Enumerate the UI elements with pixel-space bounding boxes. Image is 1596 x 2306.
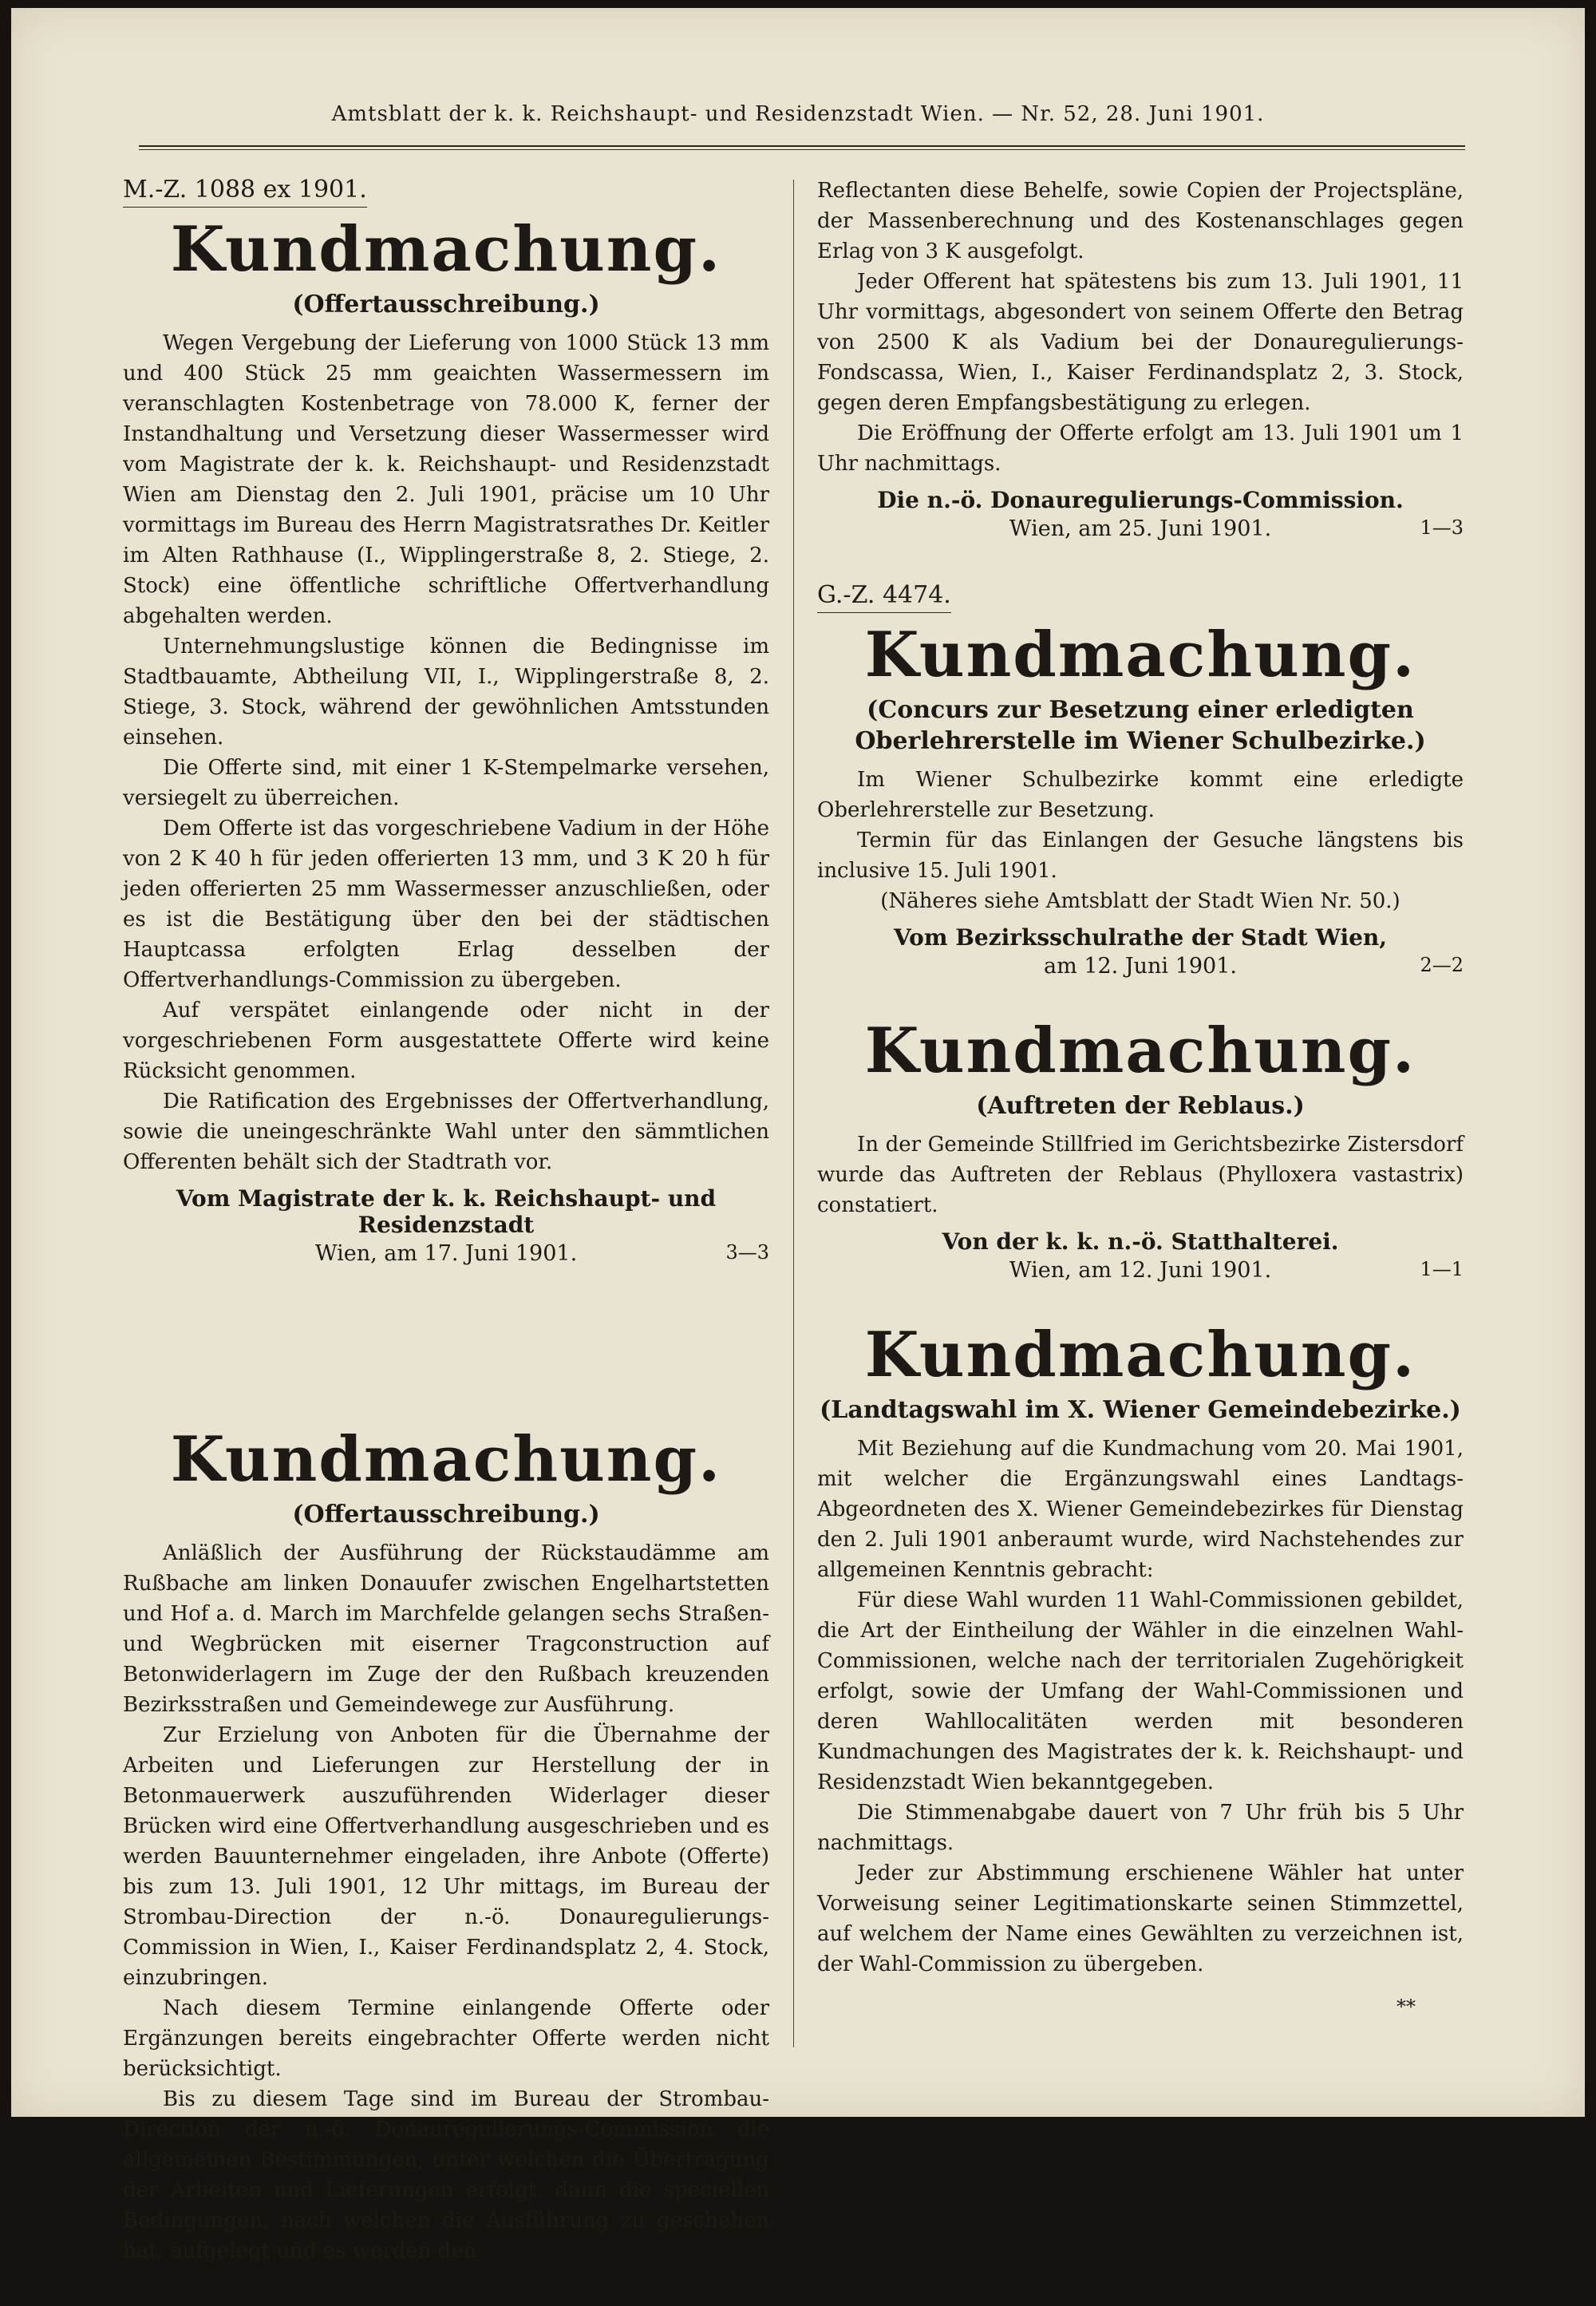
paragraph: Für diese Wahl wurden 11 Wahl-Commissionen gebildet, die Art der Eintheilung der Wähler in die einzelnen Wahl-Commissionen, welche nach der territorialen Zugehörigkeit erfolgt, sowie der Umfang der Wahl-Commissionen und deren Wahllocalitäten werden mit besonderen Kundmachungen des Magistrates der k. k. Reichshaupt- und Residenzstadt Wien bekanntgegeben.: [817, 1588, 1464, 1794]
reference-number: G.-Z. 4474.: [817, 581, 951, 613]
notice-subtitle: (Concurs zur Besetzung einer erledigten Oberlehrerstelle im Wiener Schulbezirke.): [855, 695, 1426, 755]
notice-title: Kundmachung.: [864, 1014, 1416, 1087]
insertion-number: 3—3: [725, 1240, 769, 1264]
date: Wien, am 25. Juni 1901.: [1009, 516, 1272, 541]
paragraph: Termin für das Einlangen der Gesuche längstens bis inclusive 15. Juli 1901.: [817, 828, 1464, 883]
notice-subtitle: (Offertausschreibung.): [292, 1500, 600, 1529]
notice-election: [817, 1318, 1464, 2018]
header-rule-thin: [139, 149, 1465, 150]
end-ornament: **: [1396, 1995, 1416, 2018]
paragraph: In der Gemeinde Stillfried im Gerichtsbezirke Zistersdorf wurde das Auftreten der Reblaus (Phylloxera vastastrix) constatiert.: [817, 1132, 1464, 1217]
paragraph: Anläßlich der Ausführung der Rückstaudämme am Rußbache am linken Donauufer zwischen Engelhartstetten und Hof a. d. March im Marchfelde gelangen sechs Straßen- und Wegbrücken mit eiserner Tragconstruction auf Betonwiderlagern im Zuge der den Rußbach kreuzenden Bezirksstraßen und Gemeindewege zur Ausführung.: [123, 1541, 769, 1717]
paragraph: Nach diesem Termine einlangende Offerte oder Ergänzungen bereits eingebrachter Offerte werden nicht berücksichtigt.: [123, 1996, 769, 2081]
notice-water-meters: [123, 176, 769, 1266]
date: Wien, am 17. Juni 1901.: [314, 1240, 578, 1266]
column-divider: [793, 180, 794, 2047]
dateline: [817, 954, 1464, 979]
left-column: [123, 176, 769, 2306]
signature: Die n.-ö. Donauregulierungs-Commission.: [877, 487, 1404, 513]
dateline: [817, 1258, 1464, 1283]
paragraph: Mit Beziehung auf die Kundmachung vom 20. Mai 1901, mit welcher die Ergänzungswahl eines Landtags-Abgeordneten des X. Wiener Gemeindebezirkes für Dienstag den 2. Juli 1901 anberaumt wurde, wird Nachstehendes zur allgemeinen Kenntnis gebracht:: [817, 1436, 1464, 1582]
paragraph: Wegen Vergebung der Lieferung von 1000 Stück 13 mm und 400 Stück 25 mm geaichten Wassermessern im veranschlagten Kostenbetrage von 78.000 K, ferner der Instandhaltung und Versetzung dieser Wassermesser wird vom Magistrate der k. k. Reichshaupt- und Residenzstadt Wien am Dienstag den 2. Juli 1901, präcise um 10 Uhr vormittags im Bureau des Herrn Magistratsrathes Dr. Keitler im Alten Rathhause (I., Wipplingerstraße 8, 2. Stiege, 2. Stock) eine öffentliche schriftliche Offertverhandlung abgehalten werden.: [123, 330, 769, 628]
signature: Von der k. k. n.-ö. Statthalterei.: [942, 1228, 1339, 1255]
paragraph: Dem Offerte ist das vorgeschriebene Vadium in der Höhe von 2 K 40 h für jeden offerierten 13 mm, und 3 K 20 h für jeden offerierten 25 mm Wassermesser anzuschließen, oder es ist die Bestätigung über den bei der städtischen Hauptcassa erfolgten Erlag desselben der Offertverhandlungs-Commission zu übergeben.: [123, 816, 769, 992]
paragraph: Auf verspätet einlangende oder nicht in der vorgeschriebenen Form ausgestattete Offerte wird keine Rücksicht genommen.: [123, 998, 769, 1083]
insertion-number: 2—2: [1420, 953, 1464, 976]
notice-bridges-continued: [817, 176, 1464, 541]
notice-title: Kundmachung.: [170, 213, 722, 286]
paragraph: Die Offerte sind, mit einer 1 K-Stempelmarke versehen, versiegelt zu überreichen.: [123, 755, 769, 810]
newspaper-page: [11, 8, 1585, 2263]
spacer: [123, 1306, 769, 1418]
paragraph: (Näheres siehe Amtsblatt der Stadt Wien Nr. 50.): [880, 888, 1400, 913]
notice-phylloxera: [817, 1014, 1464, 1283]
date: am 12. Juni 1901.: [1044, 953, 1237, 979]
paragraph: Reflectanten diese Behelfe, sowie Copien der Projectspläne, der Massenberechnung und des Kostenanschlages gegen Erlag von 3 K ausgefolgt.: [817, 179, 1464, 263]
paragraph: Die Ratification des Ergebnisses der Offertverhandlung, sowie die uneingeschränkte Wahl unter den sämmtlichen Offerenten behält sich der Stadtrath vor.: [123, 1089, 769, 1174]
notice-title: Kundmachung.: [864, 1318, 1416, 1391]
insertion-number: 1—1: [1420, 1257, 1464, 1280]
notice-bridges: [123, 1422, 769, 2266]
reference-number: M.-Z. 1088 ex 1901.: [123, 176, 367, 208]
running-header: Amtsblatt der k. k. Reichshaupt- und Residenzstadt Wien. — Nr. 52, 28. Juni 1901.: [331, 102, 1265, 126]
dateline: [817, 516, 1464, 541]
paragraph: Die Stimmenabgabe dauert von 7 Uhr früh bis 5 Uhr nachmittags.: [817, 1800, 1464, 1855]
paragraph: Bis zu diesem Tage sind im Bureau der Strombau-Direction der n.-ö. Donauregulierungs-Commission die allgemeinen Bestimmungen, unter welchen die Übertragung der Arbeiten und Lieferungen erfolgt, dann die speciellen Bedingungen, nach welchen die Ausführung zu geschehen hat, aufgelegt und es werden den: [123, 2086, 769, 2263]
paragraph: Im Wiener Schulbezirke kommt eine erledigte Oberlehrerstelle zur Besetzung.: [817, 767, 1464, 822]
notice-subtitle: (Offertausschreibung.): [292, 290, 600, 318]
notice-title: Kundmachung.: [170, 1422, 722, 1496]
paragraph: Die Eröffnung der Offerte erfolgt am 13. Juli 1901 um 1 Uhr nachmittags.: [817, 421, 1464, 476]
notice-title: Kundmachung.: [864, 619, 1416, 691]
notice-subtitle: (Landtagswahl im X. Wiener Gemeindebezirke.): [820, 1395, 1461, 1424]
signature: Vom Bezirksschulrathe der Stadt Wien,: [893, 924, 1387, 951]
right-column: [817, 176, 1464, 2058]
paragraph: Zur Erzielung von Anboten für die Übernahme der Arbeiten und Lieferungen zur Herstellung der in Betonmauerwerk auszuführenden Widerlager dieser Brücken wird eine Offertverhandlung ausgeschrieben und es werden Bauunternehmer eingeladen, ihre Anbote (Offerte) bis zum 13. Juli 1901, 12 Uhr mittags, im Bureau der Strombau-Direction der n.-ö. Donauregulierungs-Commission in Wien, I., Kaiser Ferdinandsplatz 2, 4. Stock, einzubringen.: [123, 1723, 769, 1990]
paragraph: Unternehmungslustige können die Bedingnisse im Stadtbauamte, Abtheilung VII, I., Wipplingerstraße 8, 2. Stiege, 3. Stock, während der gewöhnlichen Amtsstunden einsehen.: [123, 634, 769, 750]
signature: Vom Magistrate der k. k. Reichshaupt- und Residenzstadt: [176, 1185, 717, 1238]
insertion-number: 1—3: [1420, 516, 1464, 539]
paragraph: Jeder zur Abstimmung erschienene Wähler hat unter Vorweisung seiner Legitimationskarte seinen Stimmzettel, auf welchem der Name eines Gewählten zu verzeichnen ist, der Wahl-Commission zu übergeben.: [817, 1861, 1464, 1976]
date: Wien, am 12. Juni 1901.: [1009, 1257, 1272, 1283]
paragraph: Jeder Offerent hat spätestens bis zum 13. Juli 1901, 11 Uhr vormittags, abgesondert von seinem Offerte den Betrag von 2500 K als Vadium bei der Donauregulierungs-Fondscassa, Wien, I., Kaiser Ferdinandsplatz 2, 3. Stock, gegen deren Empfangsbestätigung zu erlegen.: [817, 270, 1464, 415]
notice-subtitle: (Auftreten der Reblaus.): [976, 1091, 1305, 1120]
notice-teacher-post: [817, 581, 1464, 979]
dateline: [123, 1241, 769, 1266]
header-rule: [139, 145, 1465, 147]
